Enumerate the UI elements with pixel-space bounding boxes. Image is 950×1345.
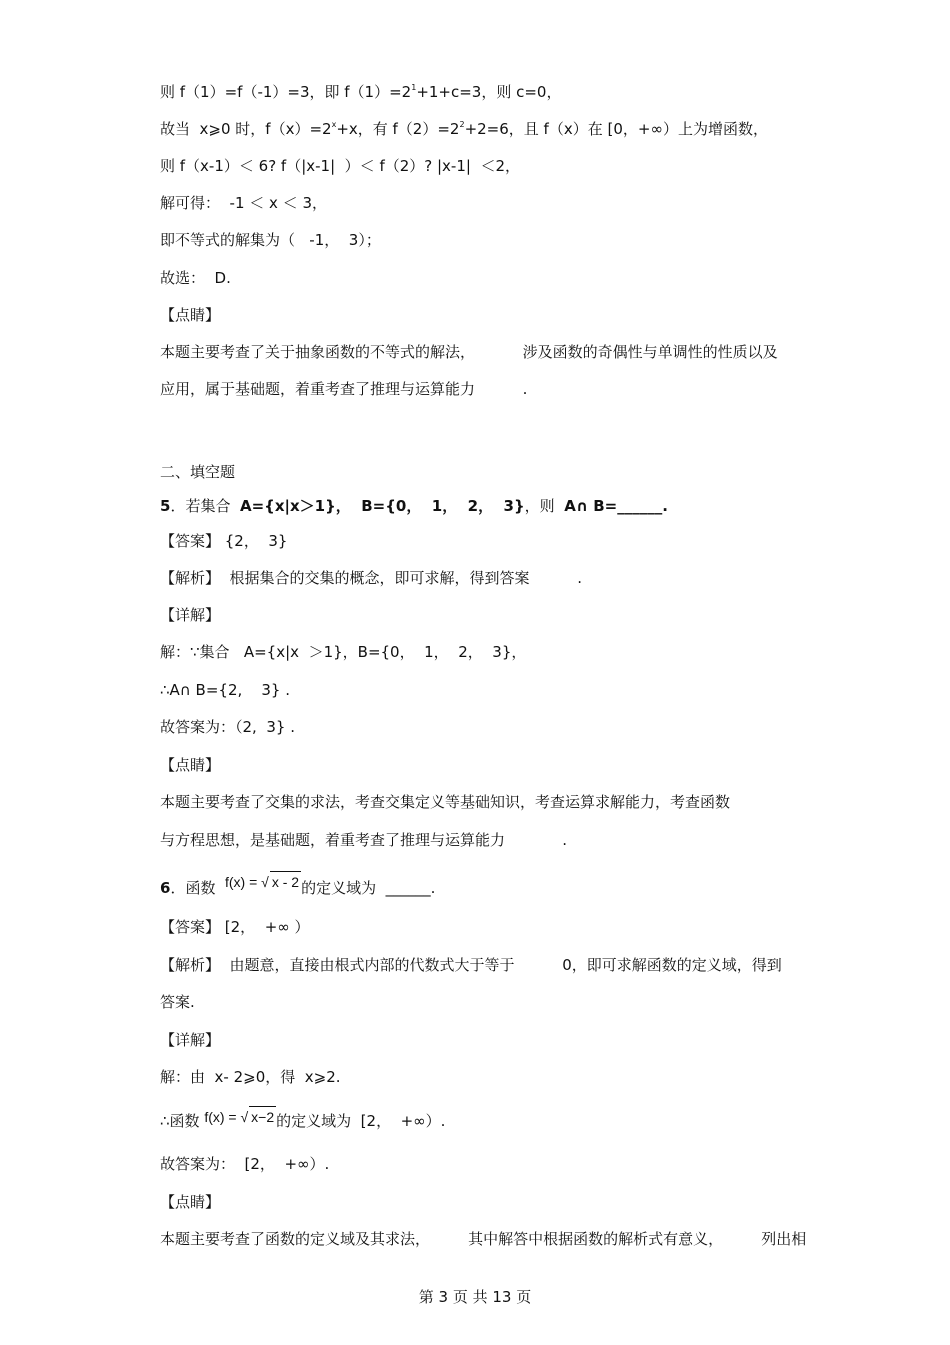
analysis-line: 【解析】 由题意，直接由根式内部的代数式大于等于 0，即可求解函数的定义域，得到 <box>160 956 782 974</box>
text-line: 与方程思想，是基础题，着重考查了推理与运算能力 . <box>160 831 567 849</box>
analysis-line: 【解析】 根据集合的交集的概念，即可求解，得到答案 . <box>160 569 582 587</box>
text-line: ∴函数 f(x) = √ x−2 的定义域为 [2， +∞）. <box>160 1110 445 1131</box>
section-label: 【点睛】 <box>160 1193 221 1211</box>
question-6-stem: 6．函数 f(x) = √ x - 2 的定义域为 ______. <box>160 877 435 898</box>
text-line: 应用，属于基础题，着重考查了推理与运算能力 . <box>160 380 528 398</box>
text-line: 本题主要考查了交集的求法，考查交集定义等基础知识，考查运算求解能力，考查函数 <box>160 793 731 811</box>
text-line: 则 f（1）=f（-1）=3，即 $f(1)=2^1+1+c=3$，则 c=0， <box>160 83 562 101</box>
answer-line: 【答案】 [2， +∞ ） <box>160 918 310 936</box>
text-line: 解：由 x- 2⩾0，得 x⩾2. <box>160 1068 341 1086</box>
text-line: 解可得： -1 ＜ x ＜ 3， <box>160 194 327 212</box>
text-line: ∴A∩ B={2, 3} . <box>160 681 290 699</box>
text-line: 则 f（x-1）＜ 6? f（|x-1| ）＜ f（2）? |x-1| ＜2， <box>160 157 521 175</box>
section-title: 二、填空题 <box>160 463 236 481</box>
answer-line: 【答案】 {2， 3} <box>160 532 288 550</box>
page-footer: 第 3 页 共 13 页 <box>418 1288 532 1306</box>
text-line: 故答案为：（2, 3} . <box>160 718 295 736</box>
analysis-line: 答案. <box>160 993 195 1011</box>
text-line: 本题主要考查了函数的定义域及其求法， 其中解答中根据函数的解析式有意义， 列出相 <box>160 1230 807 1248</box>
text-line: 故选： D. <box>160 269 231 287</box>
formula-fx: f(x) = √ x−2 <box>204 1109 276 1125</box>
formula-fx: f(x) = √ x - 2 <box>225 874 301 890</box>
text-line: 解：∵集合 A={x|x ＞1}，B={0， 1， 2， 3}， <box>160 643 527 661</box>
section-label: 【详解】 <box>160 606 221 624</box>
question-5-stem: 5．若集合 A={x|x＞1}， B={0， 1， 2， 3}，则 A∩ B=______. <box>160 497 668 515</box>
section-label: 【点睛】 <box>160 306 221 324</box>
text-line: 即不等式的解集为（ -1， 3）； <box>160 231 381 249</box>
text-line: 故当 x⩾0 时，$f(x)=2^x+x$，有 $f(2)=2^2+2=6$，且 f（x）在 [0，+∞）上为增函数， <box>160 120 768 138</box>
section-label: 【点睛】 <box>160 756 221 774</box>
text-line: 故答案为： [2， +∞）. <box>160 1155 330 1173</box>
section-label: 【详解】 <box>160 1031 221 1049</box>
text-line: 本题主要考查了关于抽象函数的不等式的解法， 涉及函数的奇偶性与单调性的性质以及 <box>160 343 778 361</box>
